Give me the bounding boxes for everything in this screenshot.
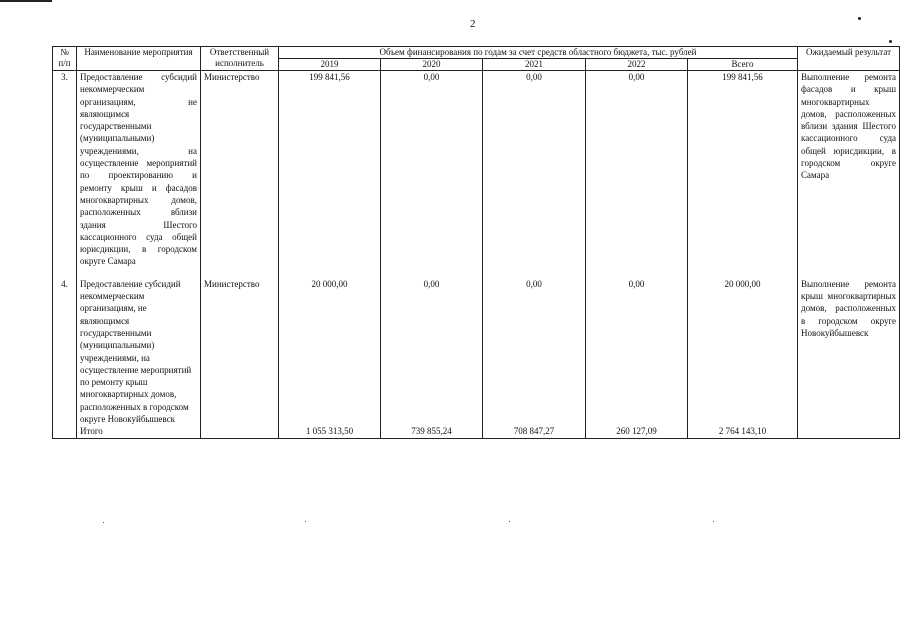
- row-result: Выполнение ремонта крыш многоквартирных домов, расположенных в городском округе Новокуйбышевск: [798, 278, 900, 426]
- total-value-2020: 739 855,24: [381, 425, 483, 438]
- total-row: [53, 425, 900, 438]
- page-number: 2: [470, 18, 476, 30]
- row-value-2022: 0,00: [586, 71, 688, 268]
- row-responsible: Министерство: [201, 71, 279, 268]
- row-value-2020: 0,00: [381, 71, 483, 268]
- row-value-total: 20 000,00: [688, 278, 798, 426]
- row-value-2021: 0,00: [483, 71, 586, 268]
- header-responsible: Ответственный исполнитель: [201, 47, 279, 71]
- row-value-2019: 199 841,56: [279, 71, 381, 268]
- row-value-2020: 0,00: [381, 278, 483, 426]
- row-num: 3.: [53, 71, 77, 268]
- row-num: 4.: [53, 278, 77, 426]
- speck: [305, 521, 306, 522]
- header-funding: Объем финансирования по годам за счет средств областного бюджета, тыс. рублей: [279, 47, 798, 59]
- ink-dot: [889, 40, 892, 43]
- total-label: Итого: [77, 425, 201, 438]
- header-year-2022: 2022: [586, 59, 688, 71]
- header-num: № п/п: [53, 47, 77, 71]
- header-year-2019: 2019: [279, 59, 381, 71]
- header-result: Ожидаемый результат: [798, 47, 900, 71]
- total-value-total: 2 764 143,10: [688, 425, 798, 438]
- ink-dot: [858, 17, 861, 20]
- row-value-2019: 20 000,00: [279, 278, 381, 426]
- speck: [509, 521, 510, 522]
- header-year-2021: 2021: [483, 59, 586, 71]
- row-spacer: [53, 268, 900, 278]
- speck: [103, 522, 104, 523]
- row-result: Выполнение ремонта фасадов и крыш многоквартирных домов, расположенных вблизи здания Шестого кассационного суда общей юрисдикции, в городском округе Самара: [798, 71, 900, 268]
- row-value-total: 199 841,56: [688, 71, 798, 268]
- row-name: Предоставление субсидий некоммерческим организациям, не являющимся государственными (муниципальными) учреждениями, на осуществление мероприятий по проектированию и ремонту крыш и фасадов многоквартирных домов, расположенных вблизи здания Шестого кассационного суда общей юрисдикции, в городском округе Самара: [77, 71, 201, 268]
- corner-rule: [0, 0, 52, 2]
- row-value-2022: 0,00: [586, 278, 688, 426]
- speck: [713, 521, 714, 522]
- total-value-2022: 260 127,09: [586, 425, 688, 438]
- header-name: Наименование мероприятия: [77, 47, 201, 71]
- header-total: Всего: [688, 59, 798, 71]
- header-year-2020: 2020: [381, 59, 483, 71]
- total-value-2019: 1 055 313,50: [279, 425, 381, 438]
- row-responsible: Министерство: [201, 278, 279, 426]
- funding-table: [52, 46, 900, 439]
- row-name: Предоставление субсидий некоммерческим организациям, не являющимся государственными (муниципальными) учреждениями, на осуществление мероприятий по ремонту крыш многоквартирных домов, расположенных в городском округе Новокуйбышевск: [77, 278, 201, 426]
- table-row: [53, 278, 900, 426]
- table-row: [53, 71, 900, 268]
- total-value-2021: 708 847,27: [483, 425, 586, 438]
- row-value-2021: 0,00: [483, 278, 586, 426]
